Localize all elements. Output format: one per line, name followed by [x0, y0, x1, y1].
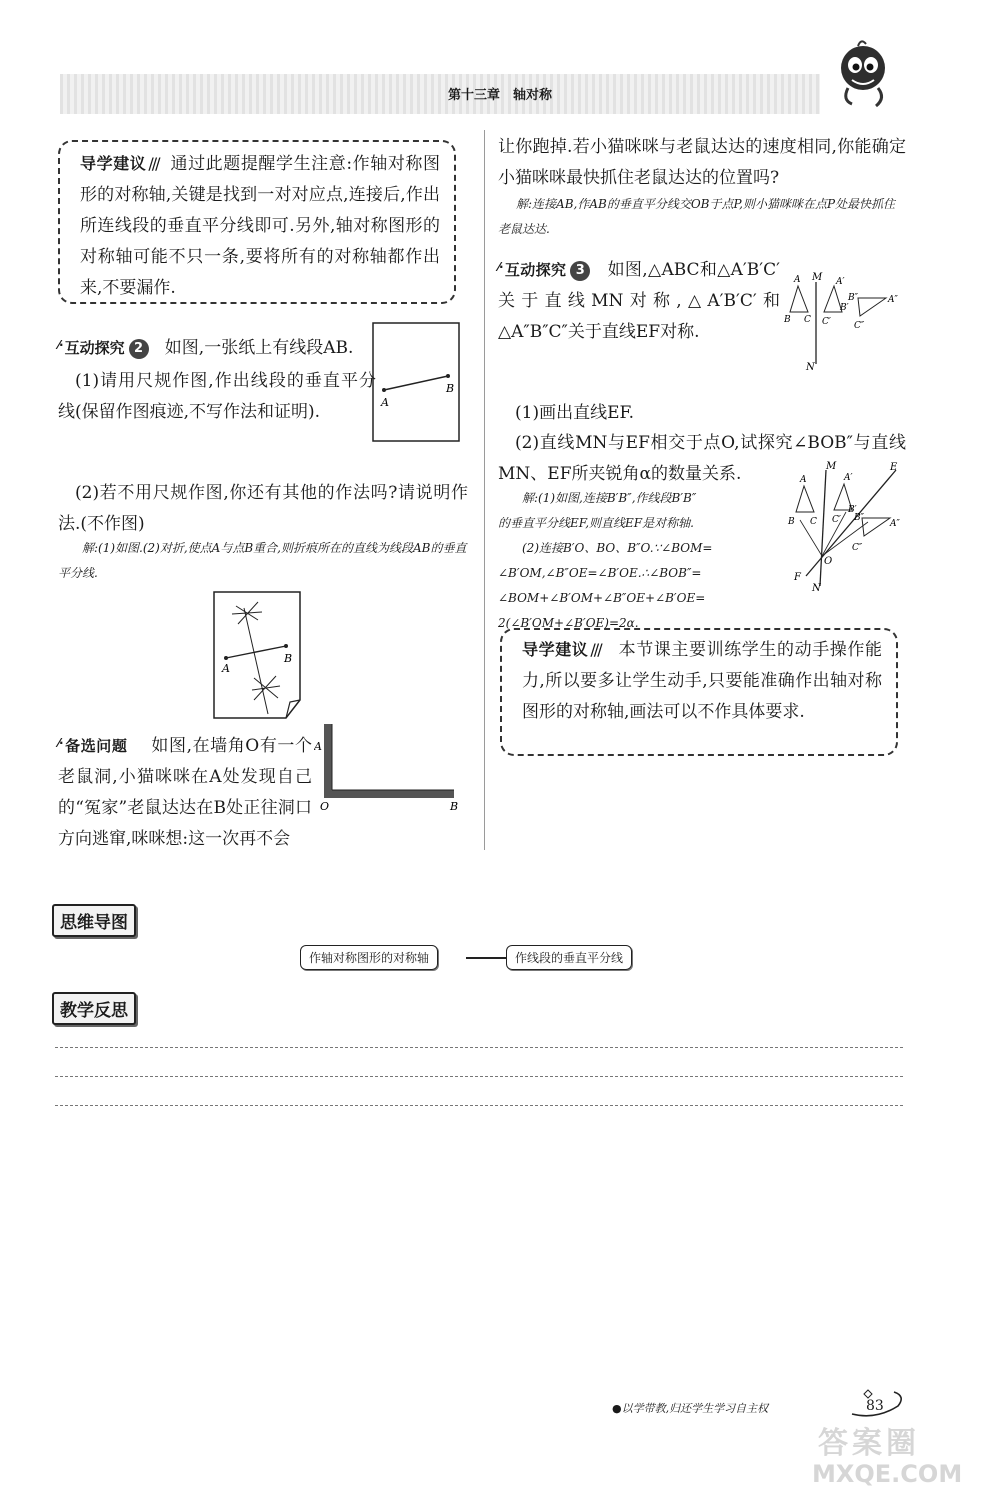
chapter-title: 第十三章 轴对称 — [447, 88, 552, 103]
number-badge: 3 — [570, 261, 590, 281]
point-c2-label: C″ — [854, 321, 865, 331]
number-badge: 2 — [129, 339, 149, 359]
section-label: ⁄· 互动探究 2 — [58, 339, 149, 357]
wall-corner-figure — [314, 720, 464, 816]
line-m-label: M — [812, 272, 823, 283]
explore-2-q1: (1)请用尺规作图,作出线段的垂直平分线(保留作图痕迹,不写作法和证明). — [58, 371, 376, 422]
explore-2-intro: 如图,一张纸上有线段AB. — [164, 338, 354, 358]
point-c1-label: C′ — [822, 317, 831, 327]
point-b1-label: B′ — [840, 303, 849, 313]
solution-line: 解:(1)如图,连接B′B″,作线段B′B″ — [522, 491, 697, 505]
watermark-url: MXQE.COM — [812, 1460, 963, 1488]
point-a1-label: A′ — [844, 473, 853, 483]
tip-2 — [522, 634, 882, 728]
triangles-figure — [784, 268, 904, 372]
point-c-label: C — [810, 517, 817, 527]
line-e-label: E — [890, 462, 898, 473]
line-m-label: M — [826, 461, 837, 472]
point-o-label: O — [320, 800, 330, 813]
tip-text: 本节课主要训练学生的动手操作能力,所以要多让学生动手,只要能准确作出轴对称图形的对称轴,画法可以不作具体要求. — [522, 640, 882, 722]
tip-1 — [80, 148, 440, 304]
point-b1-label: B′ — [848, 505, 857, 515]
explore-2-solution: 解:(1)如图.(2)对折,使点A与点B重合,则折痕所在的直线为线段AB的垂直平分线. — [58, 541, 467, 580]
point-c2-label: C″ — [852, 543, 863, 553]
reflection-line — [55, 1047, 903, 1048]
point-a2-label: A″ — [890, 519, 900, 529]
point-c-label: C — [804, 315, 811, 325]
line-n-label: N — [806, 362, 815, 372]
reflection-tag: 教学反思 — [52, 992, 136, 1025]
solution-line: ∠BOM+∠B′OM+∠B″OE+∠B′OE= — [498, 591, 706, 605]
point-b2-label: B″ — [854, 513, 864, 523]
line-n-label: N — [812, 583, 821, 592]
point-a-label: A — [794, 275, 801, 285]
point-a1-label: A′ — [836, 277, 845, 287]
point-b-label: B — [784, 315, 791, 325]
backup-solution: 解:连接AB,作AB的垂直平分线交OB于点P,则小猫咪咪在点P处最快抓住老鼠达达. — [498, 197, 896, 236]
point-b2-label: B″ — [848, 293, 858, 303]
explore-3-intro: 如图,△ABC和△A′B′C′关于直线MN对称,△A′B′C′和△A″B″C″关于直线EF对称. — [498, 260, 781, 342]
solution-line: 2(∠B′OM+∠B′OE)=2α. — [498, 616, 639, 630]
tip-tag: 导学建议 /// — [80, 154, 159, 173]
page-number: 83 — [866, 1398, 884, 1414]
explore-3 — [498, 252, 780, 348]
section-label: ⁄· 备选问题 — [58, 736, 128, 755]
point-a-label: A — [381, 396, 389, 409]
triangles-solution-figure — [786, 460, 906, 592]
point-a2-label: A″ — [888, 295, 898, 305]
explore-2 — [58, 330, 376, 428]
mindmap-connector — [466, 957, 506, 959]
tip-text: 通过此题提醒学生注意:作轴对称图形的对称轴,关键是找到一对对应点,连接后,作出所连线段的垂直平分线即可.另外,轴对称图形的对称轴可能不只一条,要将所有的对称轴都作出来,不要漏作. — [80, 154, 440, 298]
solution-line: ∠B′OM,∠B″OE=∠B′OE.∴∠BOB″= — [498, 566, 702, 580]
backup-problem — [58, 728, 312, 855]
point-a-label: A — [800, 475, 807, 485]
solution-line: (2)连接B′O、BO、B″O.∵∠BOM= — [522, 541, 713, 555]
backup-text: 如图,在墙角O有一个老鼠洞,小猫咪咪在A处发现自己的“冤家”老鼠达达在B处正往洞口方向逃窜,咪咪想:这一次再不会 — [58, 736, 312, 849]
point-b-label: B — [284, 652, 293, 665]
column-divider — [484, 130, 485, 850]
explore-3-solution — [498, 486, 790, 636]
point-b-label: B — [788, 517, 795, 527]
mascot-icon — [828, 38, 898, 110]
mindmap-node-2: 作线段的垂直平分线 — [506, 945, 632, 970]
watermark-logo: 答案圈 — [818, 1426, 920, 1461]
mindmap-tag: 思维导图 — [52, 904, 136, 937]
footer-slogan: ●以学带教,归还学生学习自主权 — [612, 1402, 769, 1415]
line-f-label: F — [794, 572, 801, 583]
point-a-label: A — [222, 662, 230, 675]
reflection-line — [55, 1076, 903, 1077]
segment-ab-figure — [372, 322, 462, 444]
tip-tag: 导学建议 /// — [522, 640, 601, 659]
section-label: ⁄· 互动探究 3 — [498, 261, 590, 279]
explore-2-q2: (2)若不用尺规作图,你还有其他的作法吗?请说明作法.(不作图) — [58, 483, 468, 534]
solution-line: 的垂直平分线EF,则直线EF是对称轴. — [498, 516, 694, 530]
explore-3-q1: (1)画出直线EF. — [515, 403, 635, 423]
point-a-label: A — [314, 740, 322, 753]
point-o-label: O — [824, 556, 833, 567]
point-c1-label: C′ — [832, 515, 841, 525]
explore-3-q2: (2)直线MN与EF相交于点O,试探究∠BOB″与直线MN、EF所夹锐角α的数量关系. — [498, 433, 906, 484]
backup-continued: 让你跑掉.若小猫咪咪与老鼠达达的速度相同,你能确定小猫咪咪最快抓住老鼠达达的位置吗? — [498, 137, 906, 188]
point-b-label: B — [450, 800, 459, 813]
reflection-line — [55, 1105, 903, 1106]
point-b-label: B — [446, 382, 455, 395]
fold-construction-figure — [210, 590, 306, 722]
mindmap-node-1: 作轴对称图形的对称轴 — [300, 945, 438, 970]
